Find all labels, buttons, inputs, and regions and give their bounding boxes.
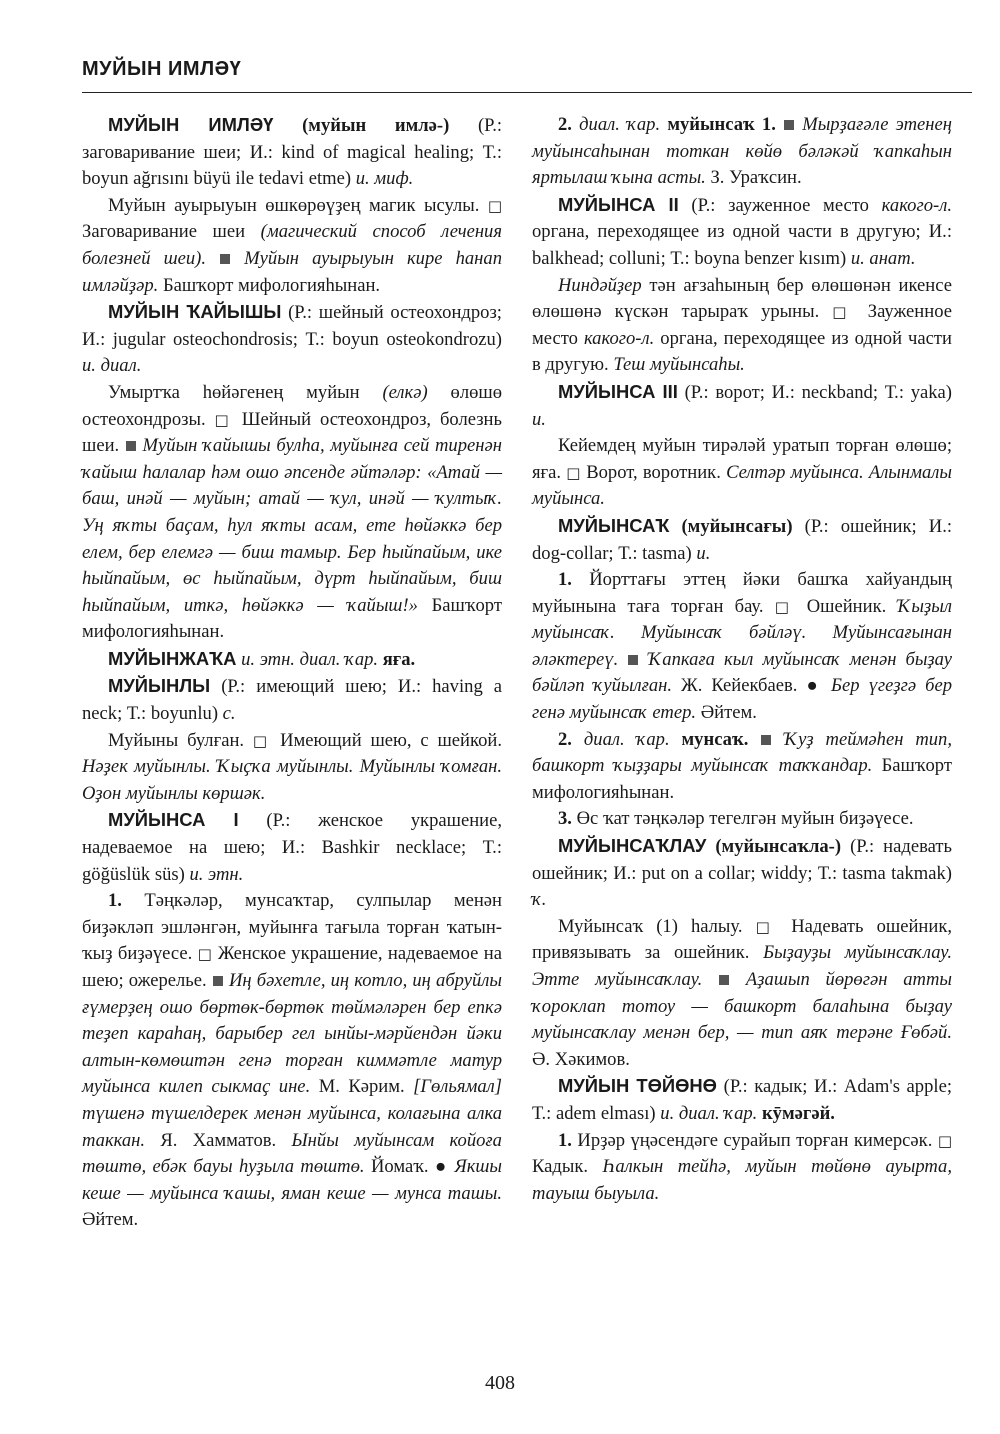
bullet-icon: ●	[806, 675, 823, 697]
translations: (Р.: надевать ошейник; И.: put on a collar; widdy; Т.: tasma takmak)	[532, 836, 952, 884]
example-text: [Гөльямал] түшенә түшелдерек менән муйынса, колағына алка таккан.	[82, 1076, 503, 1151]
russian-gloss: Имеющий шею, с шейкой.	[280, 729, 502, 751]
entry-muyinsaq	[532, 513, 952, 567]
definition-text: Муйынсаҡ (1) һалыу.	[558, 915, 743, 937]
white-square-icon: □	[755, 917, 779, 936]
definition-text: Йорттағы эттең йәки башҡа хайуандың муйынына таға торған бау.	[532, 569, 952, 617]
translations: (Р.: ошейник; И.: dog-collar; Т.: tasma)	[532, 515, 953, 564]
example-text: Ынйы муйынсам койоға төштө, ебәк бауы һуҙыла төштө.	[82, 1129, 502, 1178]
example-source: Башҡорт мифологияһынан.	[532, 755, 952, 803]
white-square-icon: □	[214, 410, 233, 429]
headword: МУЙЫНЛЫ	[108, 675, 211, 697]
russian-gloss: Шейный остеохондроз, болезнь шеи.	[82, 408, 502, 457]
cross-reference: яға.	[382, 648, 416, 670]
example-text: Нәҙек муйынлы. Ҡыҫҡа муйынлы. Муйынлы ҡомған. Оҙон муйынлы көршәк.	[82, 756, 502, 804]
russian-gloss: Ошейник.	[806, 595, 887, 617]
sense-number: 3.	[558, 808, 572, 830]
example-source: Ж. Кейекбаев.	[681, 675, 798, 697]
grammar-labels: диал. ҡар.	[579, 114, 661, 135]
white-square-icon: □	[197, 945, 213, 964]
definition-block	[82, 193, 502, 299]
definition-block	[532, 433, 952, 513]
example-text: Муйын ҡайышы булһа, муйынға сей тиренән ҡайыш һалалар һәм ошо әпсенде әйтәләр: «Атай — баш, инәй — муйын; атай — ҡул, инәй — ҡултыҡ. Уң яҡты баҫам, һул яҡты асам, ете һөйәккә бер елем, бер елемгә — биш тамыр. Бер һыйпайым, ике һыйпайым, өс һыйпайым, дүрт һыйпайым, биш һыйпайым, иткә, һөйәккә — ҡайыш!»	[82, 435, 502, 616]
grammar-labels: и. диал. ҡар.	[660, 1102, 758, 1124]
headword: МУЙЫН ТӨЙӨНӨ	[558, 1075, 717, 1097]
example-source: Я. Хамматов.	[160, 1129, 277, 1151]
example-text: Мырҙағәле этенең муйынсаһынан тоткан көйө бәләкәй ҡапкаһын яртылаш ҡына асты.	[532, 114, 952, 189]
bullet-icon: ●	[435, 1156, 449, 1178]
example-text: Ҡыҙыл муйынсаҡ. Муйынсаҡ бәйләү. Муйынсағынан әләктереү.	[532, 595, 952, 670]
headword: МУЙЫНЖАҠА	[108, 647, 237, 669]
translations: (Р.: ворот; И.: neckband; Т.: yaka)	[684, 381, 953, 403]
black-square-icon	[213, 976, 223, 986]
right-column	[532, 112, 952, 1207]
grammar-labels: и. анат.	[850, 247, 916, 269]
example-text: Иң бәхетле, иң котло, иң абруйлы ғүмерҙең ошо бөртөк-бөртөк төймәләрен бер епкә теҙеп караһаң, барыбер гел ынйы-мәрйендән йәки алтын-көмөштән генә торған киммәтле матур муйынса килеп сыкмаҫ ине.	[82, 970, 502, 1098]
grammar-labels: с.	[222, 703, 236, 725]
example-text: Муйын ауырыуын кире һанап имләйҙәр.	[82, 247, 502, 296]
black-square-icon	[126, 441, 136, 451]
headword: МУЙЫН ИМЛӘҮ	[108, 114, 274, 135]
grammar-labels: и. диал.	[82, 355, 142, 377]
grammar-labels: диал. ҡар.	[583, 728, 670, 750]
sense-block	[532, 1128, 952, 1208]
definition-text: өлөшө остеохондрозы.	[82, 381, 503, 430]
definition-note: (елкә)	[382, 381, 428, 403]
headword: МУЙЫНСА I	[108, 809, 239, 831]
translation-note: какого-л.	[881, 194, 952, 216]
definition-text: Умыртҡа һөйәгенең муйын	[108, 381, 360, 403]
white-square-icon: □	[487, 196, 502, 215]
headword: МУЙЫНСА III	[558, 380, 678, 402]
entry-muyin-qayishi	[82, 299, 502, 380]
sense-block	[532, 567, 952, 727]
russian-gloss: Женское украшение, надеваемое на шею; ожерелье.	[82, 943, 502, 991]
definition-text: Муйыны булған.	[108, 729, 245, 751]
translations: органа, переходящее из одной части в другую; И.: balkhead; colluni; Т.: boyna benzer kısım)	[532, 221, 952, 269]
black-square-icon	[719, 975, 729, 985]
entry-muyin-imlew	[82, 112, 502, 193]
russian-gloss: органа, переходящее из одной части в другую.	[532, 327, 952, 376]
cross-reference: муйынсаҡ 1.	[667, 114, 776, 135]
example-source: Әйтем.	[82, 1209, 139, 1231]
grammar-labels: и. миф.	[355, 168, 414, 190]
headword: МУЙЫНСАҠЛАУ	[558, 835, 707, 857]
entry-muyinsa-2	[532, 192, 952, 273]
russian-gloss: Ворот, воротник.	[586, 461, 721, 483]
russian-gloss: Зауженное место	[532, 301, 952, 349]
example-source: Ә. Хәкимов.	[532, 1048, 630, 1070]
grammar-labels: и. этн.	[189, 863, 244, 885]
translations: (Р.: имеющий шею; И.: having a neck; Т.: boyunlu)	[82, 676, 502, 725]
sense-block	[532, 727, 952, 807]
proverb-text: Бер үгеҙгә бер генә муйынсаҡ етер.	[532, 675, 952, 724]
proverb-text: Якшы кеше — муйынса ҡашы, яман кеше — мунса ташы.	[82, 1156, 503, 1204]
example-text: Быҙауҙы муйынсаҡлау. Этте муйынсаҡлау.	[532, 942, 952, 990]
entry-muyinsa-3	[532, 379, 952, 433]
black-square-icon	[784, 120, 794, 130]
left-column	[82, 112, 502, 1234]
definition-note: Ниндәйҙер	[558, 274, 642, 296]
translations: (Р.: женское украшение, надеваемое на шею; И.: Bashkir necklace; Т.: göğüslük süs)	[82, 810, 502, 885]
gloss-note: какого-л.	[583, 327, 655, 349]
russian-gloss: Надевать ошейник, привязывать за ошейник.	[532, 915, 952, 964]
white-square-icon: □	[252, 731, 272, 750]
sense-number: 1.	[558, 1129, 572, 1151]
example-text: Аҙашып йөрөгән атты ҡороклап тотоу — башкорт балаһына быҙау муйынсаҡлау менән бер, — тип аяҡ терәне Ғөбәй.	[532, 969, 952, 1044]
definition-text: Тәңкәләр, мунсаҡтар, сулпылар менән биҙәкләп эшләнгән, муйынға тағыла торған ҡатын-ҡыҙ биҙәүесе.	[82, 890, 502, 965]
russian-gloss: Кадык.	[532, 1156, 589, 1178]
sense-number: 1.	[558, 569, 572, 591]
headword: МУЙЫНСАҠ	[558, 514, 670, 536]
example-text: Теш муйынсаһы.	[613, 354, 745, 376]
russian-gloss: Заговаривание шеи	[82, 221, 246, 243]
entry-muyinsa-1	[82, 807, 502, 888]
grammar-labels: и.	[696, 542, 711, 564]
example-source: Башҡорт мифологияһынан.	[82, 594, 502, 643]
grammar-labels: и. этн. диал. ҡар.	[241, 648, 379, 670]
example-source: Әйтем.	[700, 702, 757, 724]
page-number: 408	[485, 1372, 515, 1394]
sense-block	[532, 112, 952, 192]
black-square-icon	[220, 254, 230, 264]
definition-text: Муйын ауырыуын өшкөрөүҙең магик ысулы.	[108, 194, 480, 216]
example-source: Йомаҡ.	[371, 1156, 429, 1178]
headword-form: (муйын имлә-)	[302, 115, 450, 136]
definition-text: Ирҙәр үңәсендәге сурайып торған кимерсәк.	[577, 1129, 933, 1151]
example-text: Ҡуҙ теймәһен тип, башкорт ҡыҙҙары муйынсаҡ таҡҡандар.	[532, 728, 952, 777]
header-rule	[82, 92, 972, 93]
black-square-icon	[761, 735, 771, 745]
entry-muyinzhaqa	[82, 646, 502, 674]
example-source: М. Кәрим.	[318, 1076, 405, 1098]
translations: (Р.: кадык; И.: Adam's apple; Т.: adem elması)	[532, 1076, 952, 1124]
white-square-icon: □	[566, 463, 582, 482]
definition-text: тән ағзаһының бер өлөшөнән икенсе өлөшөнә күскән тарыраҡ урыны.	[532, 274, 952, 323]
example-text: Һалкын тейһә, муйын төйөнө ауырта, тауыш быуыла.	[532, 1156, 952, 1204]
definition-text: Өс ҡат тәңкәләр тегелгән муйын биҙәүесе.	[576, 808, 914, 830]
translations: (Р.: зауженное место	[691, 194, 869, 216]
entry-muyinli	[82, 673, 502, 727]
translations: (Р.: заговаривание шеи; И.: kind of magical healing; Т.: boyun ağrısını büyü ile tedavi etme)	[82, 115, 503, 190]
example-text: Селтәр муйынса. Алынмалы муйынса.	[532, 461, 952, 510]
headword: МУЙЫНСА II	[558, 193, 679, 215]
definition-block	[532, 273, 952, 379]
sense-number: 2.	[558, 728, 572, 750]
headword: МУЙЫН ҠАЙЫШЫ	[108, 301, 282, 323]
sense-number: 1.	[108, 890, 122, 912]
white-square-icon: □	[937, 1131, 952, 1150]
white-square-icon: □	[832, 303, 855, 322]
gloss-note: (магический способ лечения болезней шеи).	[82, 221, 502, 269]
white-square-icon: □	[774, 597, 796, 616]
example-source: Башҡорт мифологияһынан.	[162, 274, 381, 296]
cross-reference: мунсаҡ.	[681, 728, 749, 750]
sense-block	[532, 806, 952, 833]
definition-text: Кейемдең муйын тирәләй уратып торған өлөшө; яға.	[532, 435, 952, 483]
running-title: МУЙЫН ИМЛӘҮ	[82, 58, 242, 80]
sense-number: 2.	[558, 114, 572, 135]
headword-form: (муйынсаҡла-)	[715, 836, 842, 858]
example-source: З. Ураҡсин.	[710, 167, 802, 189]
definition-block	[82, 728, 502, 808]
grammar-labels: ҡ.	[532, 889, 547, 911]
translations: (Р.: шейный остеохондроз; И.: jugular osteochondrosis; Т.: boyun osteokondrozu)	[82, 302, 502, 350]
grammar-labels: и.	[532, 408, 546, 430]
entry-muyinsaqlaw	[532, 833, 952, 914]
black-square-icon	[628, 655, 638, 665]
cross-reference: кӯмәгәй.	[761, 1102, 835, 1124]
headword-form: (муйынсағы)	[681, 515, 793, 537]
example-text: Ҡапкаға кыл муйынсаҡ менән быҙау бәйләп ҡуйылған.	[532, 648, 952, 697]
entry-muyin-toyono	[532, 1073, 952, 1127]
definition-block	[82, 380, 502, 646]
sense-block	[82, 888, 502, 1234]
definition-block	[532, 914, 952, 1074]
